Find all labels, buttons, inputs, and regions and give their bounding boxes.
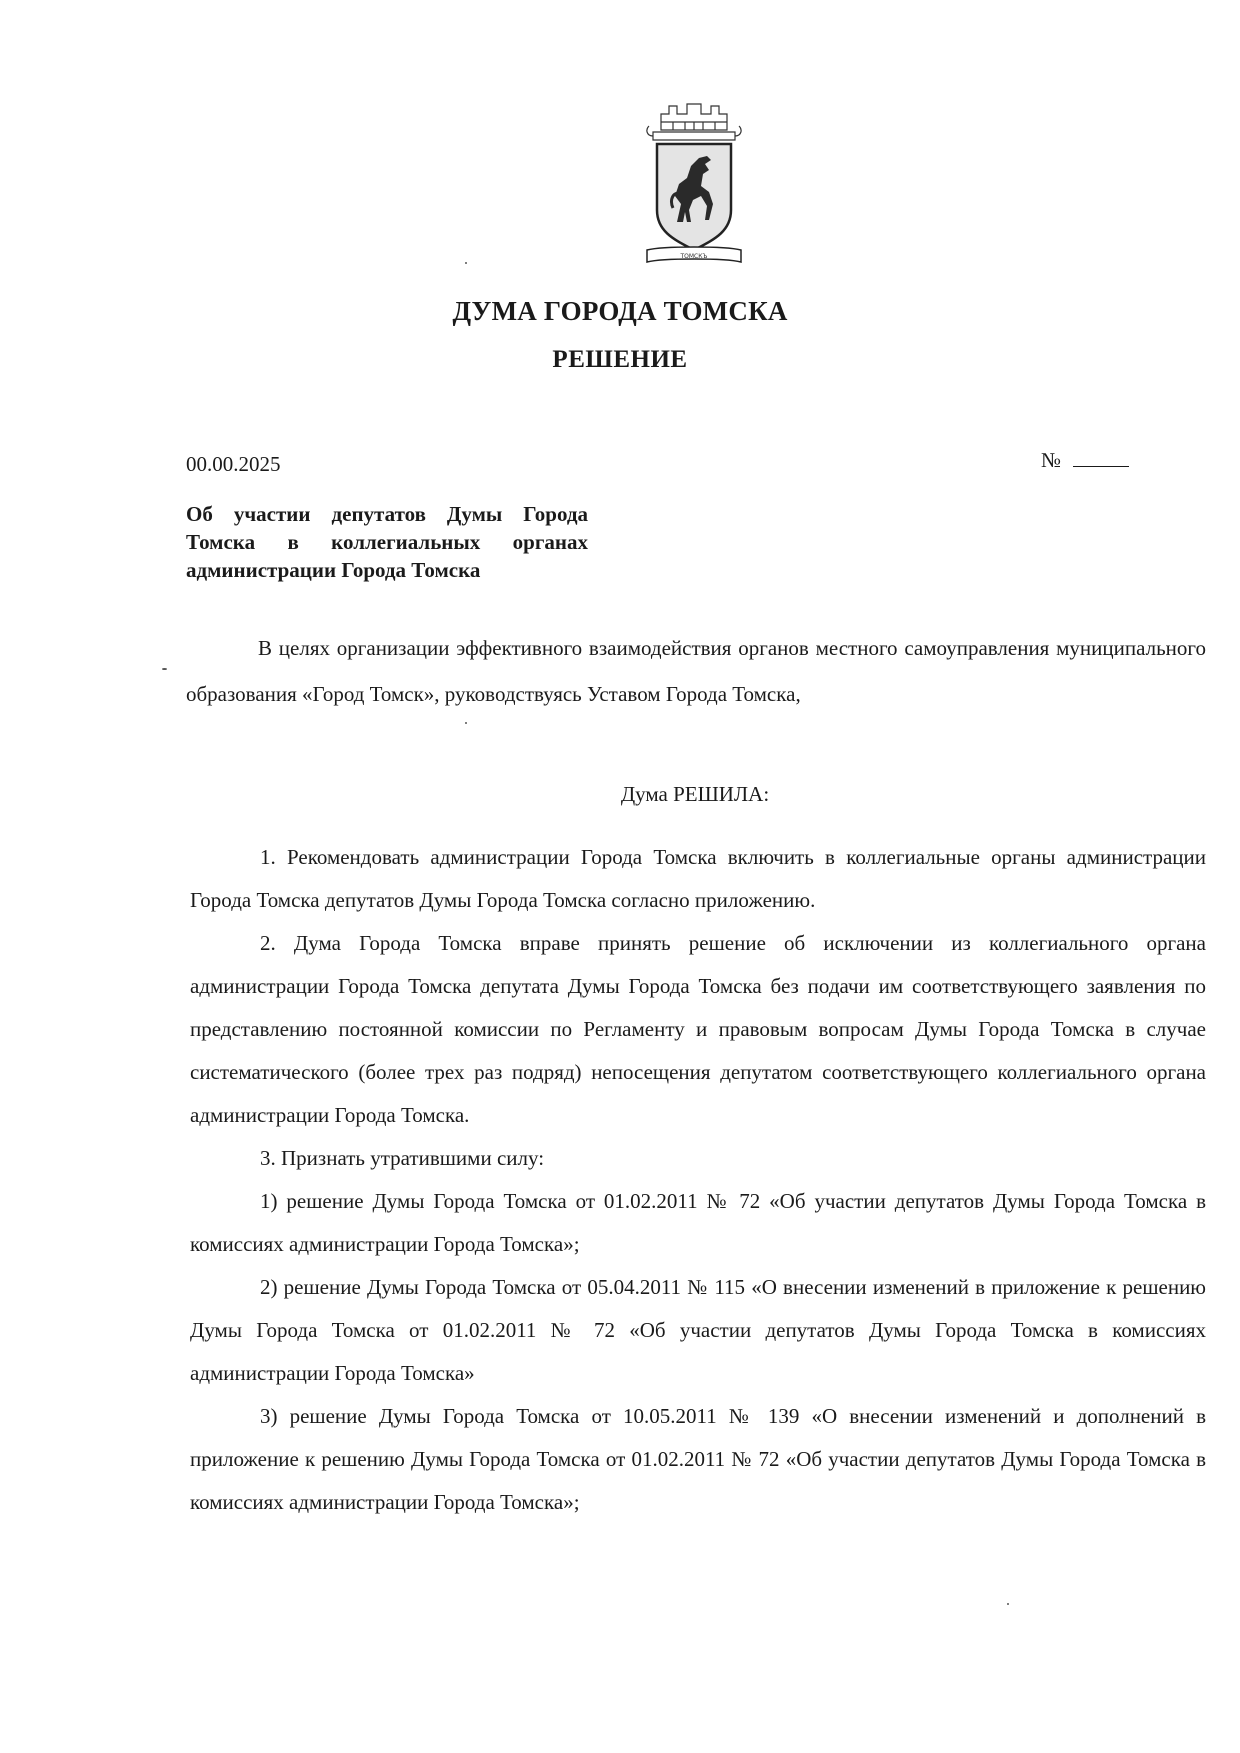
scan-speck	[465, 722, 467, 724]
item-3: 3. Признать утратившими силу:	[260, 1146, 545, 1170]
coat-of-arms-emblem	[643, 100, 745, 268]
document-number	[1041, 448, 1129, 473]
item-3-subitem-1: 1) решение Думы Города Томска от 01.02.2011 № 72 «Об участии депутатов Думы Города Томска в комиссиях администрации Города Томска»;	[190, 1189, 1206, 1256]
item-1: 1. Рекомендовать администрации Города Томска включить в коллегиальные органы администрации Города Томска депутатов Думы Города Томска согласно приложению.	[190, 845, 1206, 912]
document-type: РЕШЕНИЕ	[552, 346, 688, 373]
decision-items	[190, 836, 1206, 1524]
item-3-subitem-3: 3) решение Думы Города Томска от 10.05.2011 № 139 «О внесении изменений и дополнений в приложение к решению Думы Города Томска от 01.02.2011 № 72 «Об участии депутатов Думы Города Томска в комиссиях администрации Города Томска»;	[190, 1404, 1206, 1514]
item-2: 2. Дума Города Томска вправе принять решение об исключении из коллегиального органа администрации Города Томска депутата Думы Города Томска без подачи им соответствующего заявления по представлению постоянной комиссии по Регламенту и правовым вопросам Думы Города Томска в случае систематического (более трех раз подряд) непосещения депутатом соответствующего коллегиального органа администрации Города Томска.	[190, 931, 1206, 1127]
scan-speck	[1007, 1603, 1009, 1605]
item-3-subitem-2: 2) решение Думы Города Томска от 05.04.2011 № 115 «О внесении изменений в приложение к решению Думы Города Томска от 01.02.2011 № 72 «Об участии депутатов Думы Города Томска в комиссиях администрации Города Томска»	[190, 1275, 1206, 1385]
scan-speck	[162, 668, 167, 670]
scan-speck	[465, 262, 467, 264]
number-label: №	[1041, 448, 1062, 472]
number-blank-line	[1073, 448, 1129, 467]
emblem-ribbon-text: ТОМСКЪ	[680, 253, 708, 260]
organization-title: ДУМА ГОРОДА ТОМСКА	[452, 296, 788, 326]
decision-heading: Дума РЕШИЛА:	[620, 782, 770, 806]
document-subject: Об участии депутатов Думы Города Томска в коллегиальных органах администрации Города Томска	[186, 502, 588, 582]
preamble-paragraph: В целях организации эффективного взаимодействия органов местного самоуправления муниципального образования «Город Томск», руководствуясь Уставом Города Томска,	[186, 636, 1206, 706]
document-date: 00.00.2025	[186, 452, 281, 476]
